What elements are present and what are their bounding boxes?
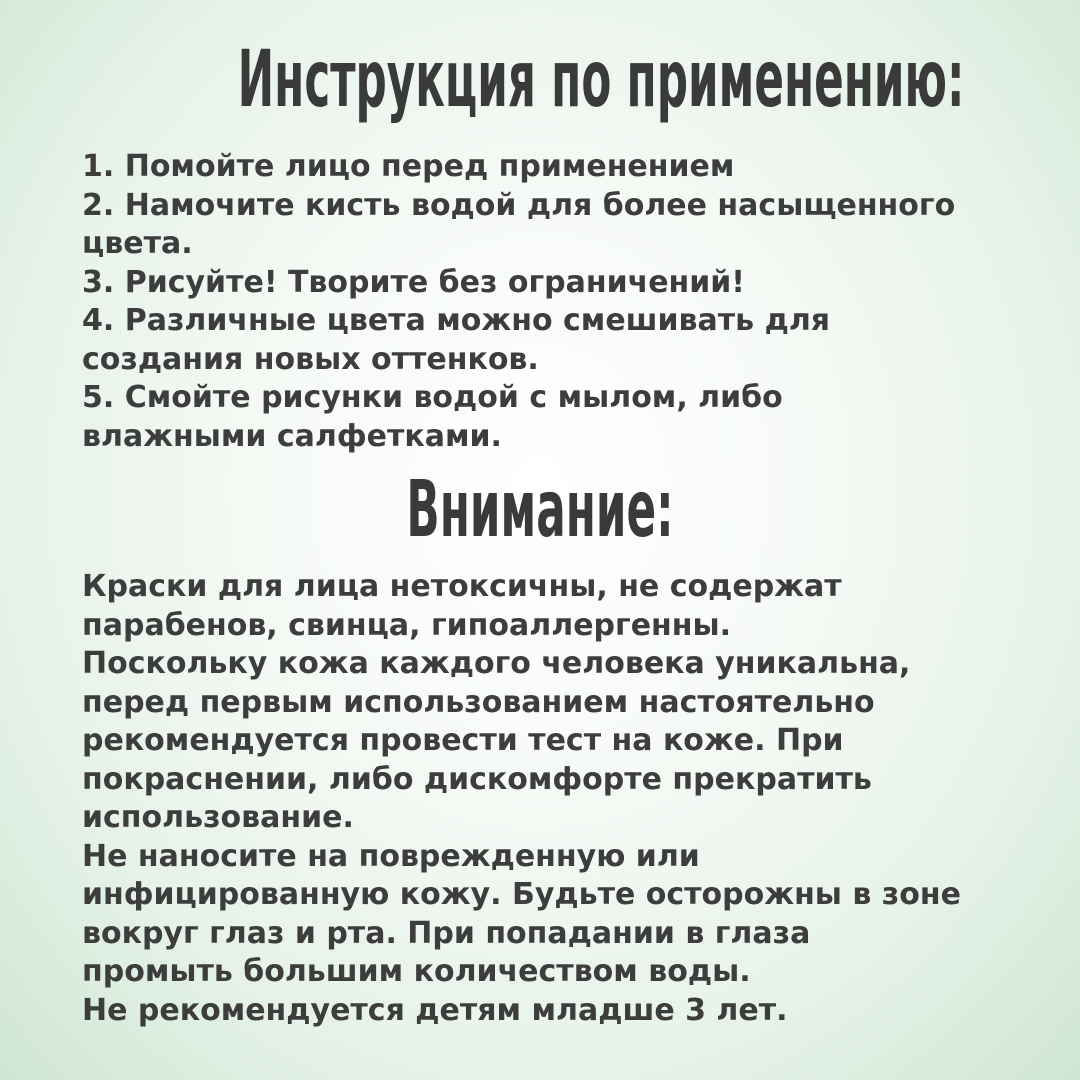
warning-line: перед первым использованием настоятельно — [82, 684, 875, 720]
warning-line: парабенов, свинца, гипоаллергенны. — [82, 607, 732, 643]
warning-line: рекомендуется провести тест на коже. При — [82, 723, 844, 758]
instruction-line: 5. Смойте рисунки водой с мылом, либо — [82, 380, 783, 415]
warning-text — [82, 568, 1022, 1030]
instructions-title: Инструкция по применению: — [237, 35, 965, 125]
warning-line: Краски для лица нетоксичны, не содержат — [82, 569, 842, 604]
warning-title: Внимание: — [406, 465, 674, 555]
warning-line: использование. — [82, 800, 354, 835]
warning-line: вокруг глаз и рта. При попадании в глаза — [82, 915, 811, 951]
instruction-line: влажными салфетками. — [82, 418, 502, 454]
instructions-list — [82, 148, 1022, 456]
instruction-line: цвета. — [82, 226, 193, 261]
warning-line: покраснении, либо дискомфорте прекратить — [82, 761, 872, 797]
warning-line: инфицированную кожу. Будьте осторожны в зоне — [82, 877, 961, 912]
warning-line: Не наносите на поврежденную или — [82, 838, 700, 874]
instruction-line: 2. Намочите кисть водой для более насыщенного — [82, 187, 956, 223]
instruction-line: 1. Помойте лицо перед применением — [82, 149, 735, 184]
warning-line: Поскольку кожа каждого человека уникальна, — [82, 646, 911, 681]
warning-line: Не рекомендуется детям младше 3 лет. — [82, 992, 788, 1028]
instruction-line: создания новых оттенков. — [82, 341, 539, 377]
instruction-line: 3. Рисуйте! Творите без ограничений! — [82, 264, 745, 300]
instruction-line: 4. Различные цвета можно смешивать для — [82, 303, 831, 338]
warning-line: промыть большим количеством воды. — [82, 954, 751, 989]
